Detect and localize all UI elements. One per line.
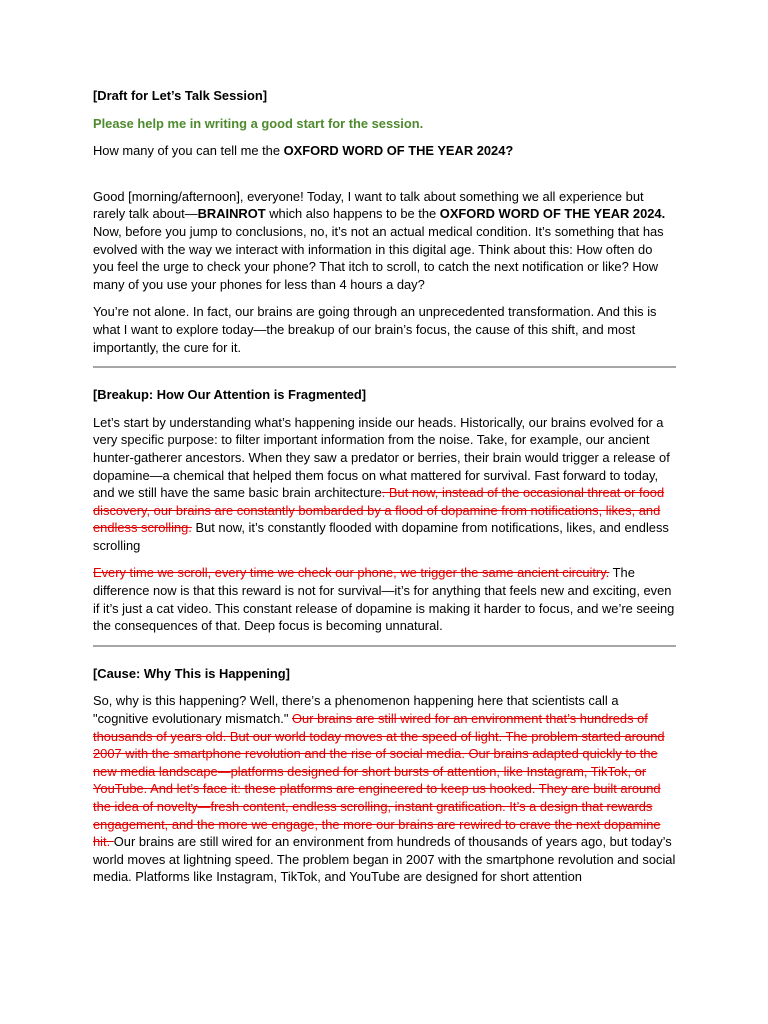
spacer [93, 170, 676, 188]
breakup-text-2: The difference now is that this reward is not for survival—it’s for anything that feels new and exciting, even if it’s just a cat video. This constant release of dopamine is making it harder to focus, and we’re seeing the consequences of that. Deep focus is becoming unnatural. [93, 565, 675, 634]
tracked-deletion: Our brains are still wired for an environment that’s hundreds of thousands of years old. But our world today moves at the speed of light. The problem started around 2007 with the smartphone revolution and the rise of social media. Our brains adapted quickly to the new media landscape—platforms designed for short bursts of attention, like Instagram, TikTok, or YouTube. And let’s face it: these platforms are engineered to keep us hooked. They are built around the idea of novelty—fresh content, endless scrolling, instant gratification. It’s a design that rewards engagement, and the more we engage, the more our brains are rewired to crave the next dopamine hit. [93, 711, 665, 850]
question-text: How many of you can tell me the [93, 143, 284, 159]
breakup-insertion: But now, it’s constantly flooded with dopamine from notifications, likes, and endless scrolling [93, 520, 669, 553]
cause-paragraph [93, 692, 676, 886]
cause-insertion: Our brains are still wired for an environment from hundreds of thousands of years ago, but today’s world moves at lightning speed. The problem began in 2007 with the smartphone revolution and social media. Platforms like Instagram, TikTok, and YouTube are designed for short attention [93, 834, 676, 885]
intro-text-2: which also happens to be the [265, 206, 440, 222]
breakup-paragraph-1 [93, 414, 676, 555]
section-heading-cause: [Cause: Why This is Happening] [93, 665, 290, 681]
intro-brainrot: BRAINROT [197, 206, 266, 222]
intro-oxford-word: OXFORD WORD OF THE YEAR 2024. [439, 206, 666, 222]
intro-paragraph [93, 188, 676, 294]
intro-text-1: Good [morning/afternoon], everyone! Today, I want to talk about something we all experience but rarely talk about— [93, 188, 644, 222]
request-note: Please help me in writing a good start for the session. [93, 115, 424, 131]
breakup-text: Let’s start by understanding what’s happening inside our heads. Historically, our brains evolved for a very specific purpose: to filter important information from the noise. Take, for example, our ancient hunter-gatherer ancestors. When they saw a predator or berries, their brain would trigger a release of dopamine—a chemical that helped them focus on what mattered for survival. Fast forward to today, and we still have the same basic brain architecture [93, 414, 670, 501]
section-heading-breakup: [Breakup: How Our Attention is Fragmented] [93, 387, 367, 403]
section-divider [93, 645, 676, 647]
intro-text-3: Now, before you jump to conclusions, no, it’s not an actual medical condition. It’s something that has evolved with the way we interact with information in this digital age. Think about this: How often do you feel the urge to check your phone? That itch to scroll, to catch the next notification or like? How many of you use your phones for less than 4 hours a day? [93, 223, 664, 292]
draft-title: [Draft for Let’s Talk Session] [93, 88, 268, 103]
question-bold: OXFORD WORD OF THE YEAR 2024? [283, 143, 514, 159]
cause-text: So, why is this happening? Well, there’s a phenomenon happening here that scientists call a "cognitive evolutionary mismatch." [93, 693, 619, 727]
tracked-deletion: Every time we scroll, every time we check our phone, we trigger the same ancient circuitry. [93, 565, 610, 581]
section-divider [93, 366, 676, 368]
tracked-deletion: . But now, instead of the occasional threat or food discovery, our brains are constantly bombarded by a flood of dopamine from notifications, likes, and endless scrolling. [93, 485, 665, 536]
breakup-paragraph-2 [93, 564, 676, 634]
intro-paragraph-2: You’re not alone. In fact, our brains are going through an unprecedented transformation. And this is what I want to explore today—the breakup of our brain’s focus, the cause of this shift, and most importantly, the cure for it. [93, 304, 657, 355]
opening-question [93, 142, 676, 160]
